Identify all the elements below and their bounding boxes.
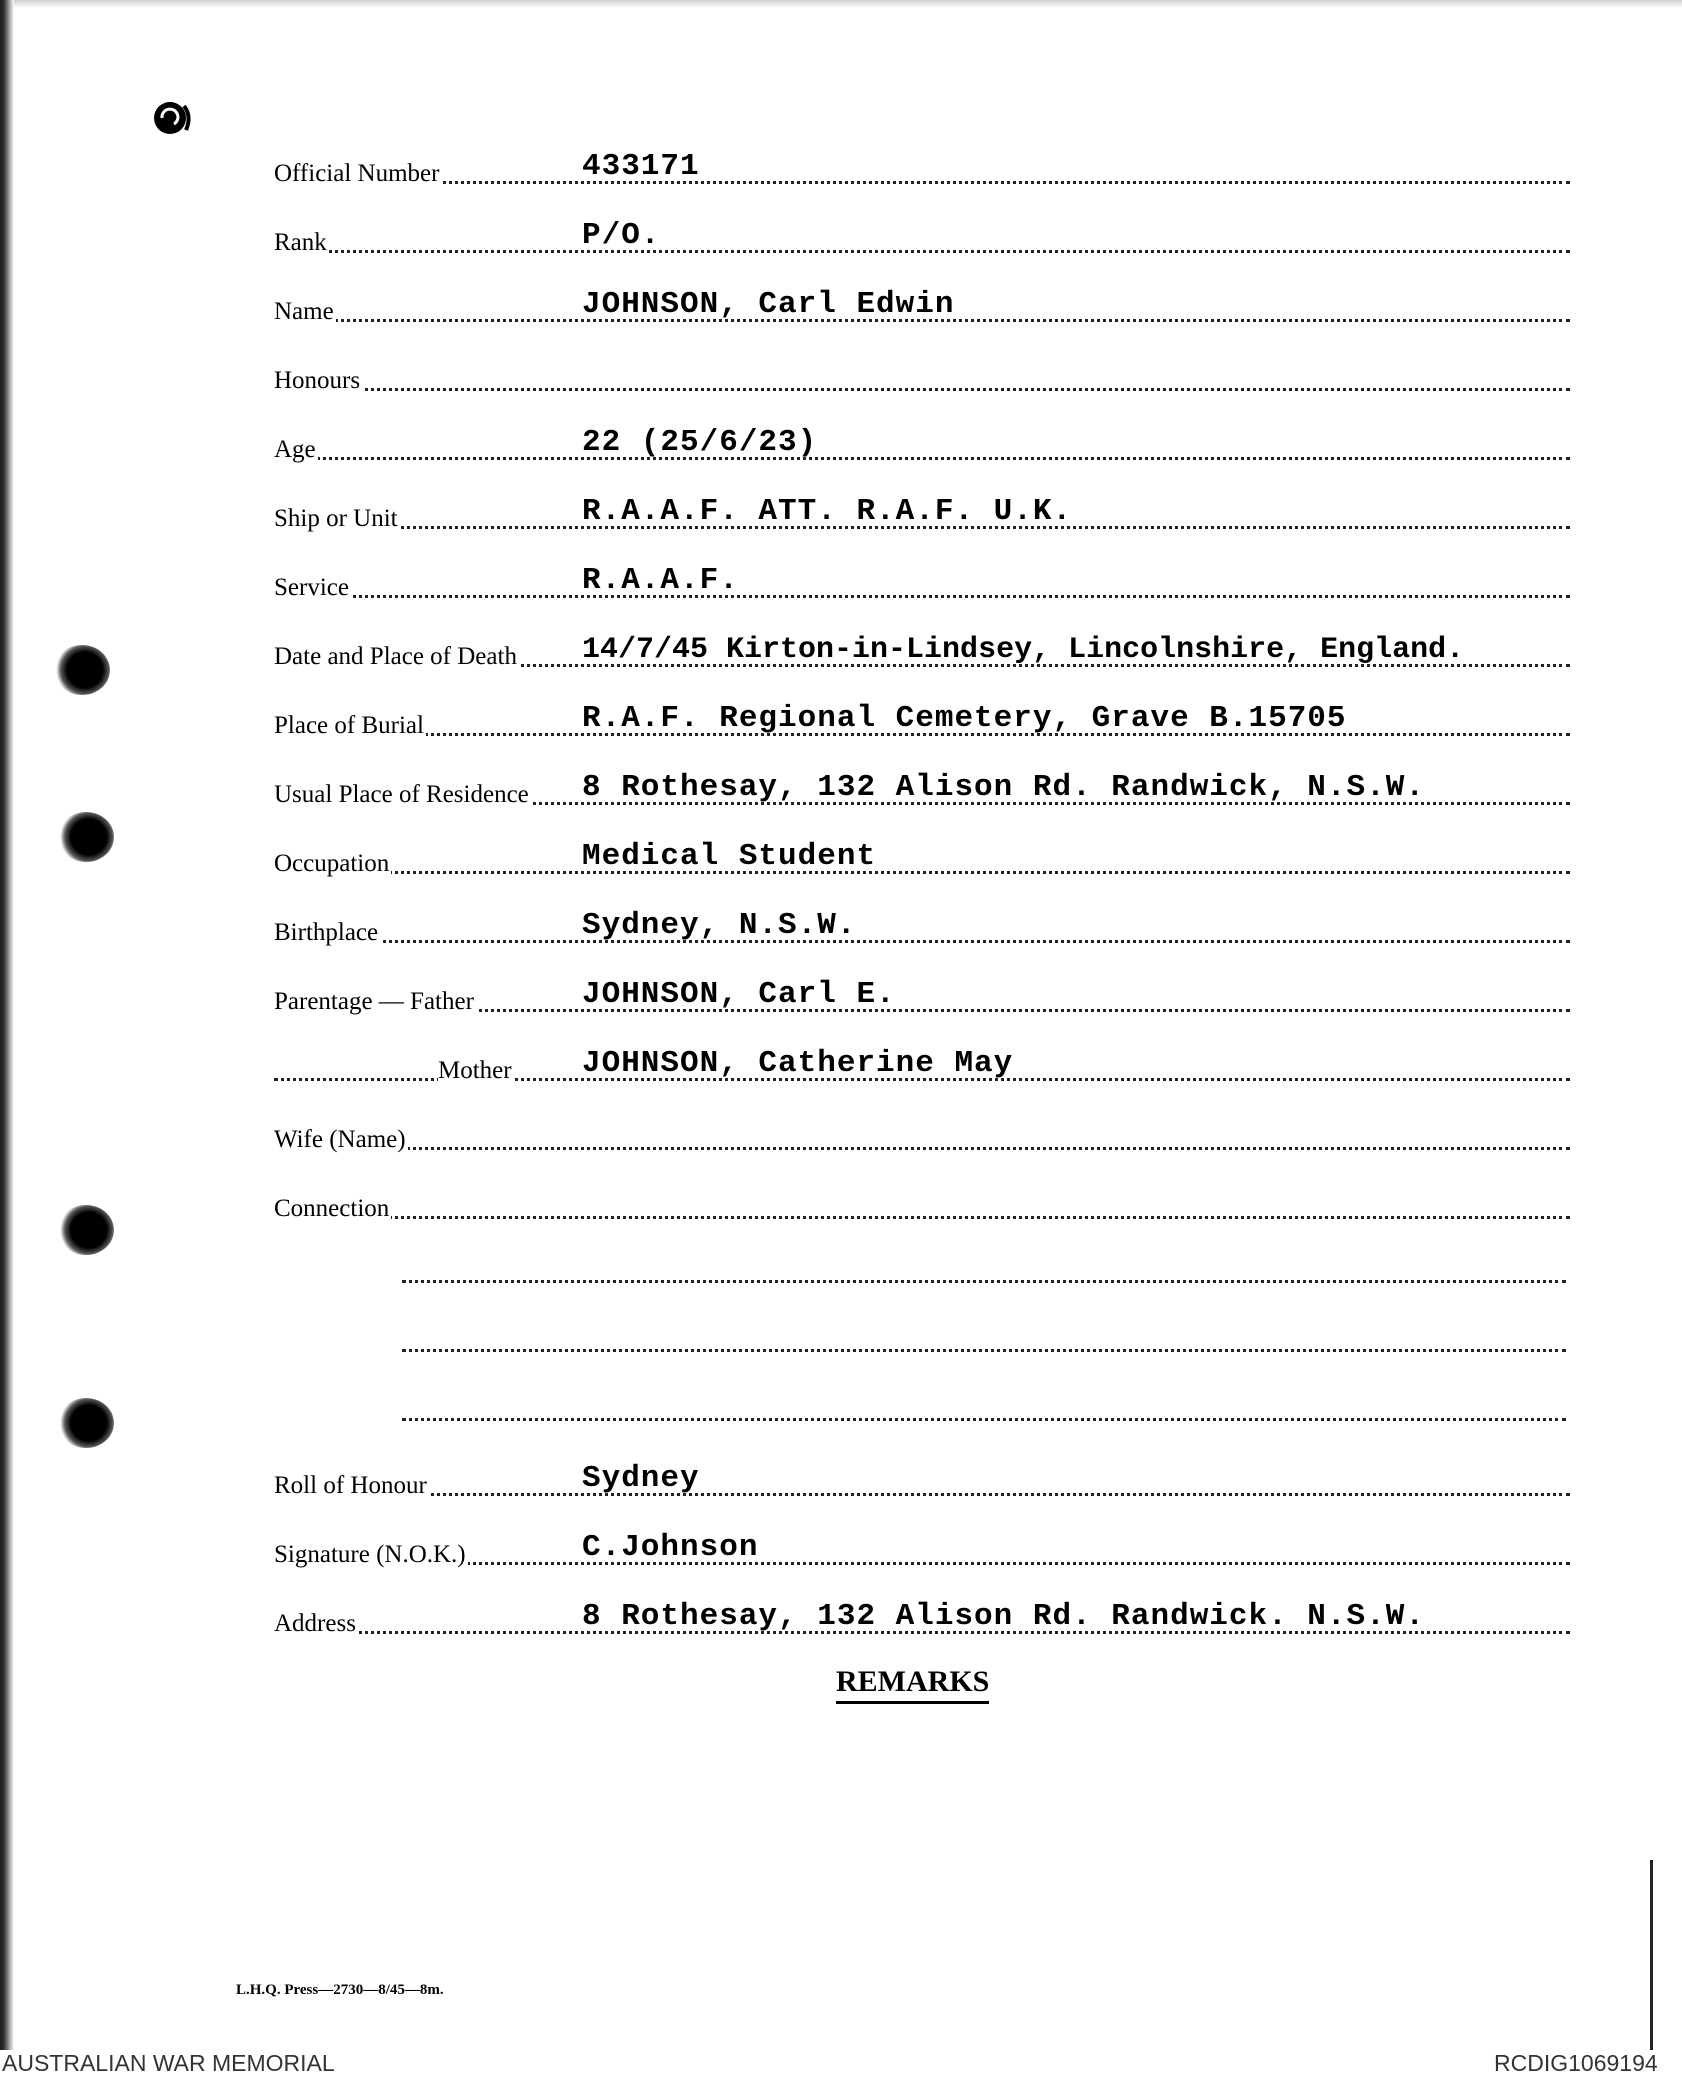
roll-of-honour-label: Roll of Honour <box>274 1472 427 1499</box>
birthplace-row <box>274 909 1570 949</box>
address-value: 8 Rothesay, 132 Alison Rd. Randwick. N.S.W. <box>582 1599 1425 1634</box>
page-edge-right <box>1650 1860 1653 2050</box>
rank-label: Rank <box>274 229 327 256</box>
page-edge-left <box>0 0 14 2050</box>
connection-extra-line <box>402 1418 1566 1421</box>
service-value: R.A.A.F. <box>582 563 739 598</box>
connection-extra-line <box>402 1280 1566 1283</box>
age-label: Age <box>274 436 316 463</box>
wife-row <box>274 1116 1570 1156</box>
roll-of-honour-value: Sydney <box>582 1461 700 1496</box>
date-place-death-value: 14/7/45 Kirton-in-Lindsey, Lincolnshire, England. <box>582 633 1465 667</box>
birthplace-value: Sydney, N.S.W. <box>582 908 857 943</box>
dotted-line <box>274 388 1570 391</box>
name-value: JOHNSON, Carl Edwin <box>582 287 955 322</box>
father-value: JOHNSON, Carl E. <box>582 977 896 1012</box>
honours-label: Honours <box>274 367 361 394</box>
connection-row <box>274 1185 1570 1225</box>
connection-extra-line <box>402 1349 1566 1352</box>
signature-nok-row <box>274 1531 1570 1571</box>
remarks-heading: REMARKS <box>836 1665 989 1704</box>
dotted-line <box>274 457 1570 460</box>
dotted-line <box>274 181 1570 184</box>
official-number-label: Official Number <box>274 160 440 187</box>
punch-hole-icon <box>58 1398 114 1448</box>
age-row <box>274 426 1570 466</box>
birthplace-label: Birthplace <box>274 919 379 946</box>
dotted-line <box>274 940 1570 943</box>
dotted-line <box>274 250 1570 253</box>
date-place-death-row <box>274 633 1570 673</box>
address-label: Address <box>274 1610 356 1637</box>
age-value: 22 (25/6/23) <box>582 425 818 460</box>
service-label: Service <box>274 574 349 601</box>
official-number-row <box>274 150 1570 190</box>
father-row <box>274 978 1570 1018</box>
rank-row <box>274 219 1570 259</box>
swirl-mark-icon <box>148 92 196 140</box>
wife-label: Wife (Name) <box>274 1126 406 1153</box>
occupation-row <box>274 840 1570 880</box>
dotted-line <box>274 1493 1570 1496</box>
punch-hole-icon <box>58 812 114 862</box>
signature-nok-label: Signature (N.O.K.) <box>274 1541 466 1568</box>
connection-label: Connection <box>274 1195 390 1222</box>
rank-value: P/O. <box>582 218 661 253</box>
mother-row <box>274 1047 1570 1087</box>
usual-residence-label: Usual Place of Residence <box>274 781 529 808</box>
usual-residence-value: 8 Rothesay, 132 Alison Rd. Randwick, N.S.W. <box>582 770 1425 805</box>
name-row <box>274 288 1570 328</box>
place-of-burial-label: Place of Burial <box>274 712 424 739</box>
official-number-value: 433171 <box>582 149 700 184</box>
service-row <box>274 564 1570 604</box>
ship-or-unit-label: Ship or Unit <box>274 505 398 532</box>
footer-archive-name: AUSTRALIAN WAR MEMORIAL <box>2 2050 335 2076</box>
signature-nok-value: C.Johnson <box>582 1530 759 1565</box>
usual-residence-row <box>274 771 1570 811</box>
mother-label: Mother <box>438 1057 512 1084</box>
date-place-death-label: Date and Place of Death <box>274 643 517 670</box>
punch-hole-icon <box>58 1205 114 1255</box>
name-label: Name <box>274 298 334 325</box>
mother-value: JOHNSON, Catherine May <box>582 1046 1014 1081</box>
dotted-line <box>274 1216 1570 1219</box>
dotted-line <box>274 871 1570 874</box>
ship-or-unit-row <box>274 495 1570 535</box>
ship-or-unit-value: R.A.A.F. ATT. R.A.F. U.K. <box>582 494 1073 529</box>
roll-of-honour-row <box>274 1462 1570 1502</box>
place-of-burial-value: R.A.F. Regional Cemetery, Grave B.15705 <box>582 701 1347 736</box>
page-edge-top <box>0 0 1682 8</box>
dotted-line <box>274 595 1570 598</box>
footer-record-id: RCDIG1069194 <box>1494 2050 1658 2076</box>
printer-imprint: L.H.Q. Press—2730—8/45—8m. <box>236 1982 444 1998</box>
dotted-line <box>274 1147 1570 1150</box>
father-label: Parentage — Father <box>274 988 474 1015</box>
occupation-value: Medical Student <box>582 839 877 874</box>
dotted-line <box>274 1562 1570 1565</box>
occupation-label: Occupation <box>274 850 390 877</box>
punch-hole-icon <box>54 645 110 695</box>
address-row <box>274 1600 1570 1640</box>
honours-row <box>274 357 1570 397</box>
place-of-burial-row <box>274 702 1570 742</box>
